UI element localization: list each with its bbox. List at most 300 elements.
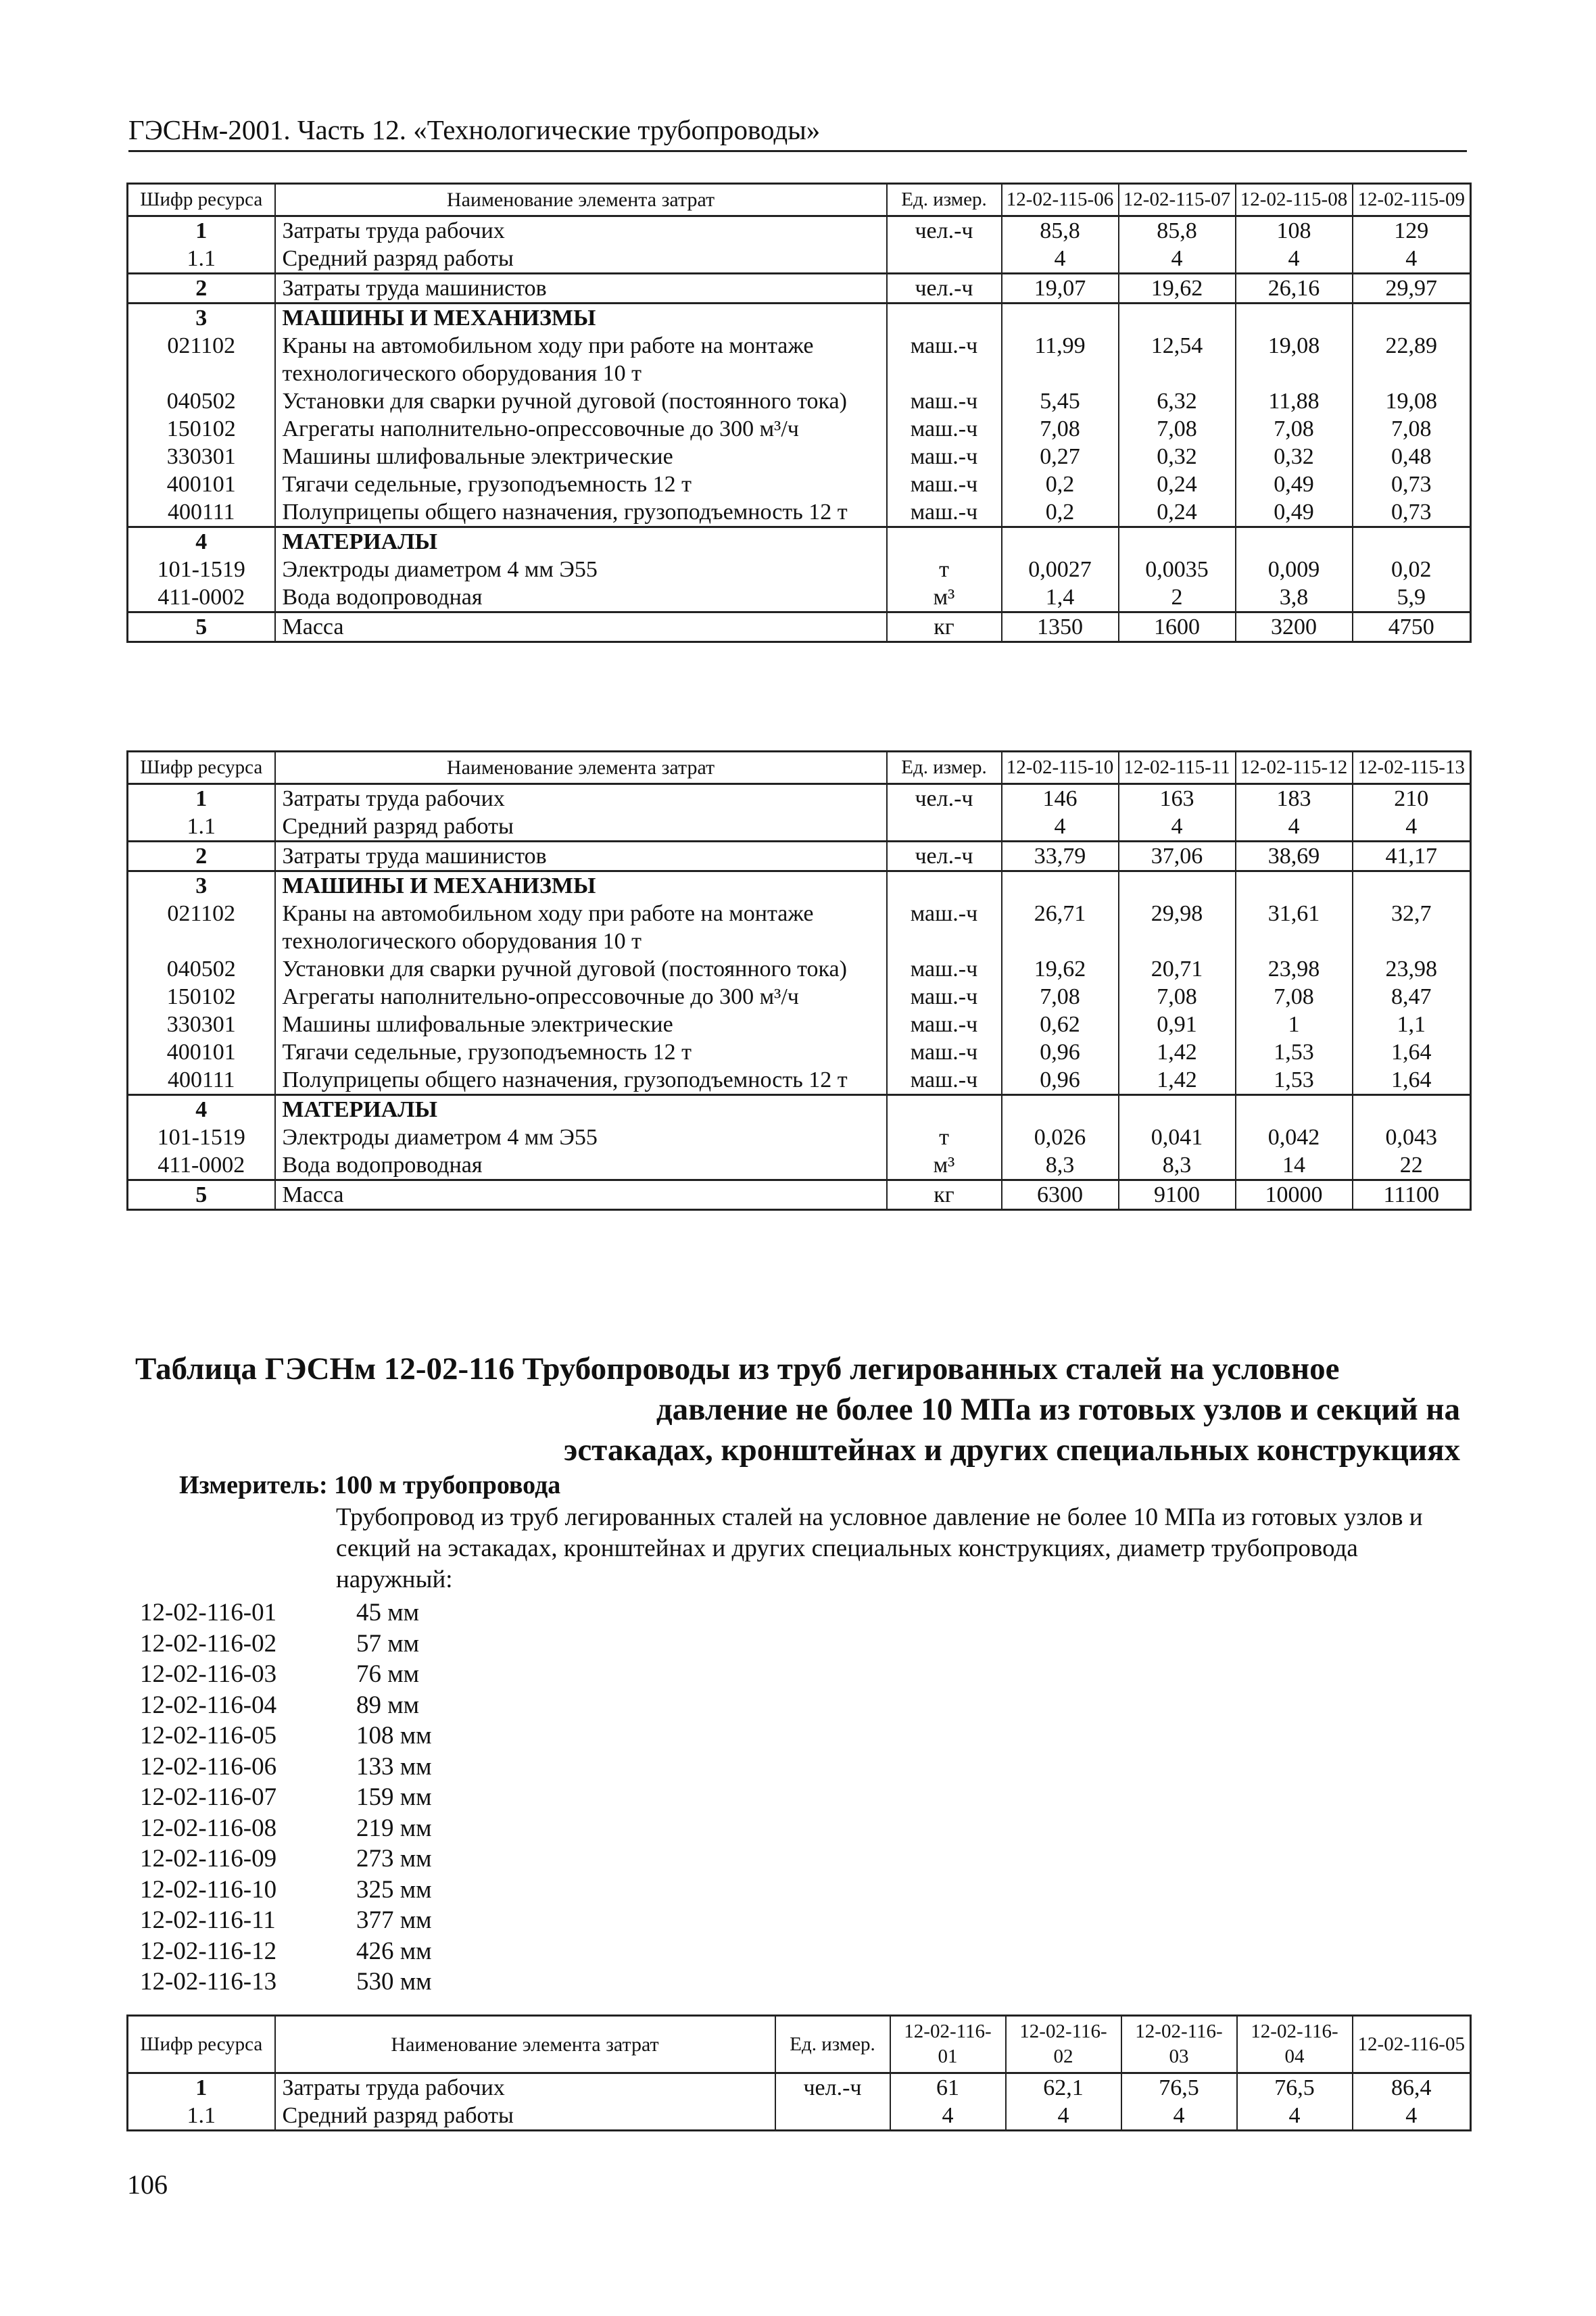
resource-value: 0,2 [1002,498,1119,527]
resource-name: Затраты труда рабочих [275,2073,775,2102]
resource-value: 7,08 [1353,415,1471,443]
resource-value: 0,91 [1119,1011,1236,1038]
resource-unit: маш.-ч [887,900,1002,955]
resource-value: 2 [1119,583,1236,612]
norm-code-item [140,1843,432,1875]
resource-value: 163 [1119,784,1236,813]
resource-value: 4 [1006,2102,1121,2131]
resource-unit: маш.-ч [887,983,1002,1011]
resource-unit: м³ [887,583,1002,612]
table-row [128,2073,1471,2102]
resource-value: 0,043 [1353,1124,1471,1151]
resource-value [1353,527,1471,556]
norm-code-item [140,1597,432,1629]
pipe-diameter: 133 мм [356,1752,432,1781]
resource-code: 3 [128,871,275,900]
resource-value: 5,45 [1002,387,1119,415]
resource-value: 183 [1236,784,1353,813]
pipe-diameter: 530 мм [356,1968,432,1996]
resource-unit: чел.-ч [887,784,1002,813]
resource-name: Затраты труда машинистов [275,842,887,871]
table-row [128,955,1471,983]
resource-value: 4750 [1353,612,1471,642]
resource-code: 101-1519 [128,1124,275,1151]
norm-code: 12-02-116-04 [140,1691,277,1719]
table-row [128,274,1471,304]
pipe-diameter: 426 мм [356,1937,432,1965]
resource-value: 4 [1353,2102,1471,2131]
resource-code: 150102 [128,415,275,443]
header-norm-code: 12-02-115-06 [1002,184,1119,216]
resource-value [1119,1095,1236,1124]
resource-code: 3 [128,304,275,333]
resource-value: 23,98 [1236,955,1353,983]
table-row [128,900,1471,955]
norm-code: 12-02-116-10 [140,1875,277,1904]
resource-value: 37,06 [1119,842,1236,871]
resource-name: Вода водопроводная [275,1151,887,1180]
resource-value: 0,96 [1002,1066,1119,1095]
resource-value: 10000 [1236,1180,1353,1210]
resource-value: 1,1 [1353,1011,1471,1038]
resource-unit [887,304,1002,333]
resource-value: 1350 [1002,612,1119,642]
norm-code-item [140,1875,432,1906]
table-row [128,1038,1471,1066]
resource-value: 61 [890,2073,1006,2102]
resource-name: Средний разряд работы [275,2102,775,2131]
table-row [128,871,1471,900]
resource-unit [887,245,1002,274]
table-row [128,1180,1471,1210]
norm-code-item [140,1936,432,1967]
resource-code: 330301 [128,443,275,471]
resource-code: 411-0002 [128,583,275,612]
header-code: Шифр ресурса [128,2016,275,2073]
measure-unit: Измеритель: 100 м трубопровода [179,1471,561,1499]
resource-value: 0,49 [1236,498,1353,527]
resource-unit: маш.-ч [887,332,1002,387]
resource-code: 1 [128,784,275,813]
resource-value [1353,304,1471,333]
norm-code: 12-02-116-13 [140,1968,277,1996]
resource-unit: чел.-ч [887,216,1002,245]
resource-value: 0,96 [1002,1038,1119,1066]
resource-value: 12,54 [1119,332,1236,387]
resource-name: Тягачи седельные, грузоподъемность 12 т [275,471,887,498]
norm-code: 12-02-116-01 [140,1599,277,1626]
resource-unit: кг [887,1180,1002,1210]
header-norm-code: 12-02-115-09 [1353,184,1471,216]
resource-unit: маш.-ч [887,1011,1002,1038]
resource-code: 1.1 [128,245,275,274]
table-row [128,556,1471,583]
resource-value: 11,99 [1002,332,1119,387]
resource-value: 0,48 [1353,443,1471,471]
resource-name: Агрегаты наполнительно-опрессовочные до 300 м³/ч [275,983,887,1011]
table-row [128,245,1471,274]
resource-table-116-01-05 [126,2015,1472,2131]
pipe-diameter: 325 мм [356,1875,432,1904]
header-norm-code: 12-02-115-12 [1236,752,1353,784]
table-body [128,216,1471,642]
resource-value: 0,27 [1002,443,1119,471]
resource-unit [887,813,1002,842]
resource-value: 4 [1236,813,1353,842]
resource-value: 0,0027 [1002,556,1119,583]
resource-name: Установки для сварки ручной дуговой (постоянного тока) [275,955,887,983]
resource-value: 19,07 [1002,274,1119,304]
norm-code-item [140,1967,432,1998]
resource-code: 1 [128,216,275,245]
resource-unit: чел.-ч [887,274,1002,304]
resource-value: 0,026 [1002,1124,1119,1151]
header-norm-code: 12-02-115-11 [1119,752,1236,784]
resource-value: 4 [890,2102,1006,2131]
resource-value [1002,1095,1119,1124]
resource-value: 1 [1236,1011,1353,1038]
header-code: Шифр ресурса [128,184,275,216]
resource-code: 101-1519 [128,556,275,583]
resource-value [1236,1095,1353,1124]
header-unit: Ед. измер. [887,752,1002,784]
table-row [128,527,1471,556]
resource-name: Краны на автомобильном ходу при работе на монтаже технологического оборудования 10 т [275,332,887,387]
norm-codes-list [140,1597,432,1998]
resource-value: 4 [1237,2102,1353,2131]
resource-unit: маш.-ч [887,415,1002,443]
table-row [128,443,1471,471]
resource-unit: маш.-ч [887,387,1002,415]
resource-name: МАШИНЫ И МЕХАНИЗМЫ [275,304,887,333]
table-row [128,1124,1471,1151]
resource-value: 0,32 [1236,443,1353,471]
resource-unit [887,527,1002,556]
page-number: 106 [127,2169,168,2200]
norm-code: 12-02-116-11 [140,1906,276,1934]
table-row [128,471,1471,498]
resource-value: 108 [1236,216,1353,245]
norm-code-item [140,1629,432,1660]
resource-value: 7,08 [1119,415,1236,443]
section-description: Трубопровод из труб легированных сталей на условное давление не более 10 МПа из готовых узлов и секций на эстакадах, кронштейнах и других специальных конструкциях, диаметр трубопровода наружный: [336,1503,1423,1593]
running-header: ГЭСНм-2001. Часть 12. «Технологические трубопроводы» [128,114,1467,152]
resource-name: Затраты труда рабочих [275,784,887,813]
table-row [128,1151,1471,1180]
table-row [128,983,1471,1011]
resource-value: 0,32 [1119,443,1236,471]
resource-value [1119,527,1236,556]
resource-value: 85,8 [1119,216,1236,245]
resource-unit: маш.-ч [887,955,1002,983]
resource-unit: т [887,556,1002,583]
resource-value: 146 [1002,784,1119,813]
resource-value: 4 [1119,813,1236,842]
norm-code: 12-02-116-07 [140,1783,277,1811]
resource-value: 1,53 [1236,1066,1353,1095]
resource-name: Полуприцепы общего назначения, грузоподъемность 12 т [275,498,887,527]
resource-value [1236,871,1353,900]
resource-code: 040502 [128,387,275,415]
resource-value: 19,08 [1353,387,1471,415]
header-norm-code: 12-02-115-10 [1002,752,1119,784]
resource-unit [887,1095,1002,1124]
table-body [128,2073,1471,2131]
resource-value: 3200 [1236,612,1353,642]
norm-code-item [140,1720,432,1752]
header-row [128,752,1471,784]
resource-value [1353,871,1471,900]
resource-name: Машины шлифовальные электрические [275,1011,887,1038]
resource-code: 400101 [128,471,275,498]
resource-value [1002,304,1119,333]
resource-name: Установки для сварки ручной дуговой (постоянного тока) [275,387,887,415]
resource-code: 330301 [128,1011,275,1038]
resource-unit: т [887,1124,1002,1151]
resource-code: 1.1 [128,813,275,842]
resource-unit: м³ [887,1151,1002,1180]
resource-value: 4 [1002,245,1119,274]
norm-code: 12-02-116-09 [140,1845,277,1873]
norm-code-item [140,1782,432,1813]
resource-name: Масса [275,1180,887,1210]
table-row [128,415,1471,443]
resource-value: 4 [1353,813,1471,842]
resource-value: 20,71 [1119,955,1236,983]
resource-code: 021102 [128,900,275,955]
resource-value [1002,527,1119,556]
resource-code: 4 [128,1095,275,1124]
resource-code: 400101 [128,1038,275,1066]
resource-value: 1,53 [1236,1038,1353,1066]
norm-code: 12-02-116-05 [140,1722,277,1750]
resource-table-115-10-13 [126,750,1472,1211]
header-name: Наименование элемента затрат [275,2016,775,2073]
table-row [128,842,1471,871]
resource-unit: кг [887,612,1002,642]
resource-value: 26,71 [1002,900,1119,955]
resource-value: 38,69 [1236,842,1353,871]
table-body [128,784,1471,1210]
resource-value: 19,62 [1119,274,1236,304]
header-norm-code: 12-02-116-05 [1353,2016,1471,2073]
resource-value: 7,08 [1002,415,1119,443]
resource-name: Средний разряд работы [275,245,887,274]
resource-value: 0,2 [1002,471,1119,498]
resource-value [1002,871,1119,900]
section-title-line: эстакадах, кронштейнах и других специальных конструкциях [564,1432,1460,1468]
norm-code-item [140,1659,432,1690]
section-title-line: Таблица ГЭСНм 12-02-116 Трубопроводы из труб легированных сталей на условное [135,1351,1340,1386]
resource-code: 2 [128,842,275,871]
header-name: Наименование элемента затрат [275,184,887,216]
resource-value: 0,009 [1236,556,1353,583]
resource-name: Электроды диаметром 4 мм Э55 [275,1124,887,1151]
resource-value: 1600 [1119,612,1236,642]
resource-value [1353,1095,1471,1124]
resource-value [1119,304,1236,333]
resource-value: 4 [1353,245,1471,274]
norm-code: 12-02-116-12 [140,1937,277,1965]
resource-value: 29,97 [1353,274,1471,304]
resource-value: 29,98 [1119,900,1236,955]
resource-value: 4 [1236,245,1353,274]
pipe-diameter: 76 мм [356,1660,420,1688]
header-norm-code: 12-02-116-02 [1006,2016,1121,2073]
table-row [128,813,1471,842]
resource-code: 021102 [128,332,275,387]
resource-value: 6300 [1002,1180,1119,1210]
resource-value: 19,62 [1002,955,1119,983]
table-row [128,216,1471,245]
resource-value: 85,8 [1002,216,1119,245]
resource-value: 0,73 [1353,471,1471,498]
resource-value: 1,42 [1119,1038,1236,1066]
norm-code-item [140,1690,432,1721]
resource-name: Машины шлифовальные электрические [275,443,887,471]
resource-value: 0,02 [1353,556,1471,583]
header-row [128,184,1471,216]
table-row [128,332,1471,387]
resource-value: 7,08 [1236,415,1353,443]
pipe-diameter: 273 мм [356,1845,432,1873]
table-header [128,184,1471,216]
resource-value: 86,4 [1353,2073,1471,2102]
header-norm-code: 12-02-116-01 [890,2016,1006,2073]
resource-code: 400111 [128,1066,275,1095]
section-title-line: давление не более 10 МПа из готовых узлов и секций на [656,1392,1460,1427]
pipe-diameter: 57 мм [356,1629,420,1658]
resource-unit: чел.-ч [887,842,1002,871]
resource-value: 4 [1119,245,1236,274]
table-row [128,498,1471,527]
norm-code: 12-02-116-03 [140,1660,277,1688]
resource-code: 4 [128,527,275,556]
resource-value: 76,5 [1237,2073,1353,2102]
resource-value: 41,17 [1353,842,1471,871]
resource-value: 1,4 [1002,583,1119,612]
table-row [128,387,1471,415]
resource-value: 11,88 [1236,387,1353,415]
section-title [135,1349,1460,1470]
table-header [128,752,1471,784]
resource-value: 1,64 [1353,1066,1471,1095]
table-row [128,304,1471,333]
resource-value: 62,1 [1006,2073,1121,2102]
resource-code: 5 [128,612,275,642]
resource-code: 2 [128,274,275,304]
resource-name: Затраты труда рабочих [275,216,887,245]
header-norm-code: 12-02-115-08 [1236,184,1353,216]
resource-value: 19,08 [1236,332,1353,387]
header-name: Наименование элемента затрат [275,752,887,784]
resource-code: 5 [128,1180,275,1210]
resource-value [1119,871,1236,900]
table-row [128,1011,1471,1038]
resource-name: МАТЕРИАЛЫ [275,527,887,556]
resource-name: Краны на автомобильном ходу при работе на монтаже технологического оборудования 10 т [275,900,887,955]
resource-value: 3,8 [1236,583,1353,612]
resource-name: Затраты труда машинистов [275,274,887,304]
resource-value: 4 [1121,2102,1237,2131]
pipe-diameter: 108 мм [356,1722,432,1750]
resource-name: МАТЕРИАЛЫ [275,1095,887,1124]
resource-value: 23,98 [1353,955,1471,983]
norm-code-item [140,1905,432,1936]
pipe-diameter: 89 мм [356,1691,420,1719]
resource-value: 0,49 [1236,471,1353,498]
resource-code: 400111 [128,498,275,527]
resource-name: Вода водопроводная [275,583,887,612]
resource-unit: маш.-ч [887,1038,1002,1066]
resource-name: Электроды диаметром 4 мм Э55 [275,556,887,583]
resource-value: 14 [1236,1151,1353,1180]
resource-value: 8,3 [1002,1151,1119,1180]
resource-name: МАШИНЫ И МЕХАНИЗМЫ [275,871,887,900]
resource-value: 11100 [1353,1180,1471,1210]
table-row [128,1095,1471,1124]
norm-code: 12-02-116-08 [140,1814,277,1842]
resource-value: 7,08 [1119,983,1236,1011]
resource-value [1236,527,1353,556]
resource-value: 1,42 [1119,1066,1236,1095]
resource-unit: маш.-ч [887,471,1002,498]
resource-value: 1,64 [1353,1038,1471,1066]
header-norm-code: 12-02-116-03 [1121,2016,1237,2073]
resource-code: 411-0002 [128,1151,275,1180]
header-unit: Ед. измер. [775,2016,890,2073]
resource-value: 0,041 [1119,1124,1236,1151]
resource-value: 4 [1002,813,1119,842]
pipe-diameter: 377 мм [356,1906,432,1934]
resource-value: 210 [1353,784,1471,813]
resource-value: 22 [1353,1151,1471,1180]
resource-value: 31,61 [1236,900,1353,955]
resource-name: Тягачи седельные, грузоподъемность 12 т [275,1038,887,1066]
resource-value: 0,24 [1119,471,1236,498]
norm-code-item [140,1813,432,1844]
resource-name: Средний разряд работы [275,813,887,842]
resource-name: Масса [275,612,887,642]
norm-code: 12-02-116-06 [140,1752,277,1781]
resource-value: 7,08 [1236,983,1353,1011]
header-row [128,2016,1471,2073]
resource-unit [887,871,1002,900]
resource-value: 5,9 [1353,583,1471,612]
resource-value: 8,47 [1353,983,1471,1011]
header-norm-code: 12-02-115-13 [1353,752,1471,784]
resource-value: 0,24 [1119,498,1236,527]
resource-code: 040502 [128,955,275,983]
resource-unit: чел.-ч [775,2073,890,2102]
table-header [128,2016,1471,2073]
resource-value: 129 [1353,216,1471,245]
resource-value: 0,042 [1236,1124,1353,1151]
resource-value: 26,16 [1236,274,1353,304]
table-row [128,2102,1471,2131]
header-code: Шифр ресурса [128,752,275,784]
resource-value [1236,304,1353,333]
resource-unit: маш.-ч [887,498,1002,527]
header-norm-code: 12-02-115-07 [1119,184,1236,216]
resource-value: 32,7 [1353,900,1471,955]
header-unit: Ед. измер. [887,184,1002,216]
pipe-diameter: 159 мм [356,1783,432,1811]
table-row [128,784,1471,813]
resource-unit: маш.-ч [887,1066,1002,1095]
resource-value: 22,89 [1353,332,1471,387]
resource-code: 1 [128,2073,275,2102]
